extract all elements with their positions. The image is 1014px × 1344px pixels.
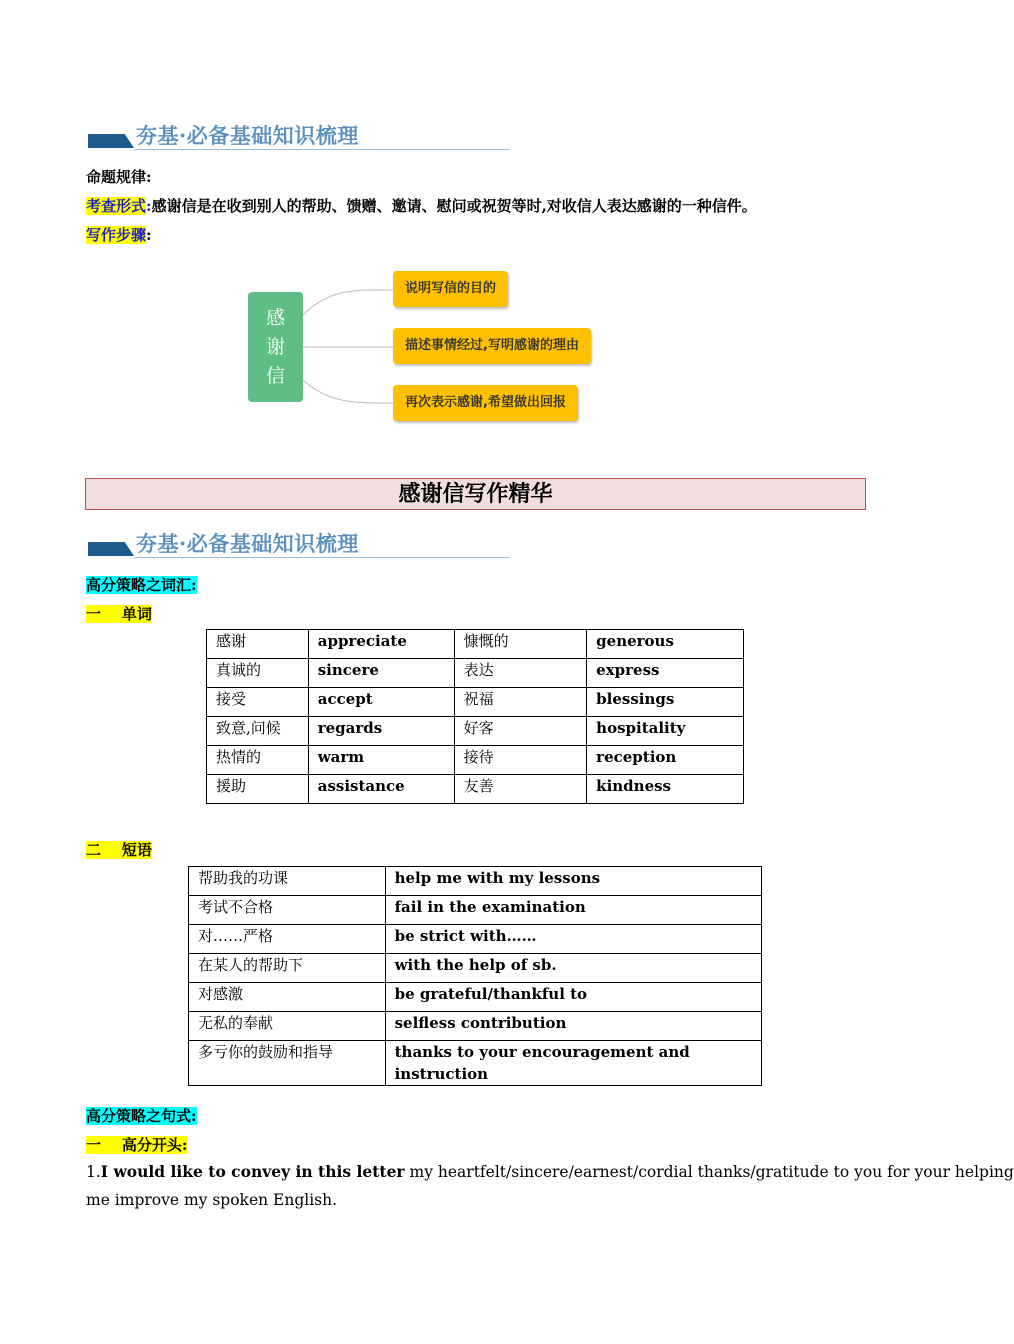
- table-row: [189, 925, 762, 954]
- section-title: 感谢信写作精华: [85, 478, 866, 510]
- table-row: [189, 867, 762, 896]
- word-cn: 表达: [454, 659, 587, 688]
- word-cn: 热情的: [207, 746, 309, 775]
- word-cn: 祝福: [454, 688, 587, 717]
- phrase-en: selfless contribution: [385, 1012, 761, 1041]
- table-row: [189, 983, 762, 1012]
- words-heading: 一 单词: [86, 605, 152, 623]
- phrase-cn: 考试不合格: [189, 896, 386, 925]
- phrase-cn: 帮助我的功课: [189, 867, 386, 896]
- sentence-strategy-heading: 高分策略之句式:: [86, 1107, 197, 1125]
- words-heading-line: [86, 603, 152, 624]
- mindmap-root: [248, 292, 303, 402]
- banner-bar-icon: [88, 134, 134, 148]
- vocab-strategy-heading: 高分策略之词汇:: [86, 576, 197, 594]
- phrase-en: be strict with……: [385, 925, 761, 954]
- phrase-cn: 对……严格: [189, 925, 386, 954]
- phrase-en: thanks to your encouragement and instruction: [385, 1041, 761, 1086]
- word-en: reception: [587, 746, 744, 775]
- form-text: 感谢信是在收到别人的帮助、馈赠、邀请、慰问或祝贺等时,对收信人表达感谢的一种信件。: [151, 197, 757, 215]
- phrase-cn: 多亏你的鼓励和指导: [189, 1041, 386, 1086]
- mindmap-root-char: 感: [265, 306, 285, 329]
- word-en: express: [587, 659, 744, 688]
- example-rest: my heartfelt/sincere/earnest/cordial thanks/gratitude to you for your helping: [404, 1163, 1014, 1181]
- word-en: hospitality: [587, 717, 744, 746]
- word-cn: 好客: [454, 717, 587, 746]
- form-colon: :: [146, 197, 152, 215]
- banner-underline: [134, 557, 509, 558]
- sentence-strategy-line: [86, 1105, 197, 1126]
- word-en: warm: [308, 746, 454, 775]
- vocab-strategy-line: [86, 574, 197, 595]
- word-cn: 真诚的: [207, 659, 309, 688]
- phrase-en: help me with my lessons: [385, 867, 761, 896]
- mindmap-root-char: 信: [265, 364, 285, 387]
- form-line: [86, 195, 757, 216]
- table-row: [189, 896, 762, 925]
- mindmap-node-reason: 描述事情经过,写明感谢的理由: [393, 328, 591, 364]
- word-cn: 友善: [454, 775, 587, 804]
- table-row: [207, 688, 744, 717]
- steps-line: [86, 224, 152, 245]
- banner-title: 夯基·必备基础知识梳理: [136, 531, 359, 556]
- section-banner: [86, 120, 511, 152]
- phrase-en: with the help of sb.: [385, 954, 761, 983]
- mindmap-root-char: 谢: [265, 335, 285, 358]
- phrases-heading: 二 短语: [86, 841, 152, 859]
- banner-underline: [134, 149, 509, 150]
- word-cn: 接受: [207, 688, 309, 717]
- word-en: appreciate: [308, 630, 454, 659]
- word-en: assistance: [308, 775, 454, 804]
- table-row: [207, 775, 744, 804]
- word-cn: 致意,问候: [207, 717, 309, 746]
- phrases-table: [188, 866, 762, 1086]
- table-row: [207, 630, 744, 659]
- banner-bar-icon: [88, 542, 134, 556]
- word-en: blessings: [587, 688, 744, 717]
- opening-heading: 一 高分开头:: [86, 1136, 188, 1154]
- table-row: [207, 746, 744, 775]
- steps-label: 写作步骤: [86, 226, 147, 244]
- mindmap-connectors: [300, 285, 400, 415]
- word-cn: 接待: [454, 746, 587, 775]
- word-cn: 援助: [207, 775, 309, 804]
- phrases-heading-line: [86, 839, 152, 860]
- word-cn: 慷慨的: [454, 630, 587, 659]
- word-en: generous: [587, 630, 744, 659]
- table-row: [189, 954, 762, 983]
- phrase-cn: 对感激: [189, 983, 386, 1012]
- example-sentence: [86, 1162, 1014, 1181]
- table-row: [189, 1041, 762, 1086]
- example-number: 1.: [86, 1163, 101, 1181]
- table-row: [189, 1012, 762, 1041]
- word-cn: 感谢: [207, 630, 309, 659]
- phrase-cn: 无私的奉献: [189, 1012, 386, 1041]
- words-table: [206, 629, 744, 804]
- opening-heading-line: [86, 1134, 187, 1155]
- example-sentence-line2: me improve my spoken English.: [86, 1191, 338, 1209]
- table-row: [207, 717, 744, 746]
- mindmap-node-purpose: 说明写信的目的: [393, 271, 508, 307]
- form-label: 考查形式: [86, 197, 147, 215]
- section-banner: [86, 528, 511, 560]
- word-en: accept: [308, 688, 454, 717]
- rule-label: 命题规律:: [86, 168, 152, 186]
- banner-title: 夯基·必备基础知识梳理: [136, 123, 359, 148]
- phrase-en: fail in the examination: [385, 896, 761, 925]
- phrase-en: be grateful/thankful to: [385, 983, 761, 1012]
- mindmap-node-return: 再次表示感谢,希望做出回报: [393, 385, 578, 421]
- word-en: regards: [308, 717, 454, 746]
- word-en: sincere: [308, 659, 454, 688]
- table-row: [207, 659, 744, 688]
- example-bold-phrase: I would like to convey in this letter: [100, 1162, 405, 1181]
- phrase-cn: 在某人的帮助下: [189, 954, 386, 983]
- word-en: kindness: [587, 775, 744, 804]
- steps-colon: :: [146, 226, 152, 244]
